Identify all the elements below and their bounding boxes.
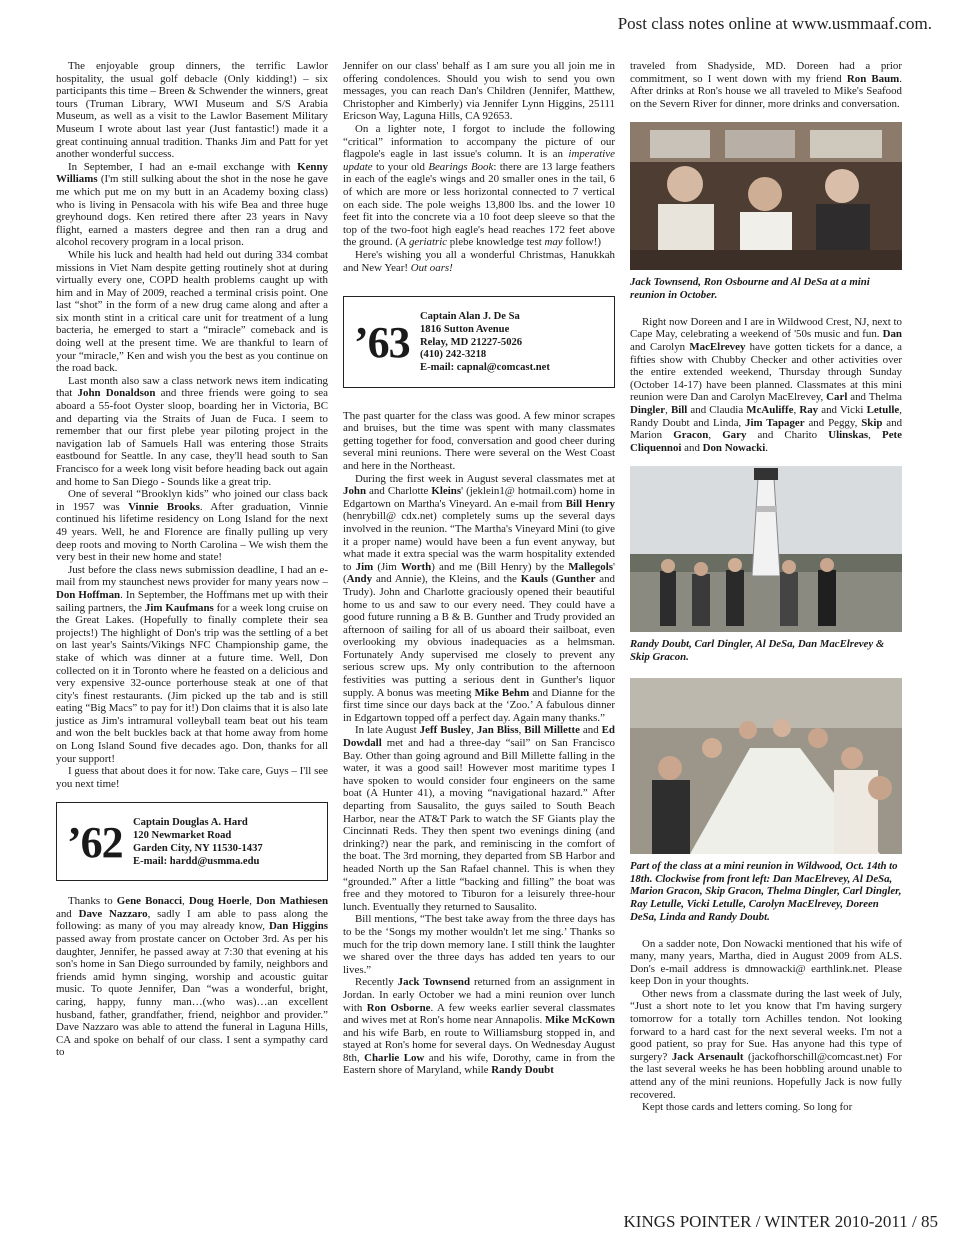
column-1	[56, 60, 328, 1059]
class-year: ’62	[67, 817, 123, 867]
paragraph: Jennifer on our class' behalf as I am sure you all join me in offering condolences. Should you wish to send you own messages, you can reach Dan's Children (Jennifer, Matthew, Christopher and Kimberly) via Jennifer Lynn Higgins, 25111 Ericson Way, Laguna Hills, CA 92653.	[343, 60, 615, 123]
paragraph: I guess that about does it for now. Take care, Guys – I'll see you next time!	[56, 765, 328, 790]
secretary-email: E-mail: hardd@usmma.edu	[133, 855, 260, 867]
secretary-address	[420, 311, 550, 375]
paragraph: Just before the class news submission deadline, I had an e-mail from my staunchest news provider for many years now – Don Hoffman. In September, the Hoffmans met up with their sailing partners, the Jim Kaufmans for a week long cruise on the Great Lakes. (Hopefully to finally complete their sea projects!) The highlight of Don's trip was the settling of a bet on last year's Saints/Vikings NFC Championship game, the stake of which was dinner at a future time. Well, Don collected on it in Toronto where he feasted on a delicious and very expensive 32-ounce porterhouse steak at one of that city's finest restaurants. (Jim picked up the tab and is still eating “Big Macs” to pay for it!) Don claims that it is also late justice as Jim's intramural volleyball team beat out his team and won the belt buckles back at that home away from home on Long Island Sound five decades ago. Don, thanks for all your support!	[56, 563, 329, 765]
column-2	[343, 60, 615, 1077]
paragraph: Kept those cards and letters coming. So long for	[642, 1101, 853, 1114]
page-footer: KINGS POINTER / WINTER 2010-2011 / 85	[623, 1212, 938, 1231]
paragraph: traveled from Shadyside, MD. Doreen had a prior commitment, so I went down with my friend Ron Baum. After drinks at Ron's house we all traveled to Mike's Seafood on the Severn River for dinner, more drinks and conversation.	[630, 60, 902, 110]
paragraph: In late August Jeff Busley, Jan Bliss, Bill Millette and Ed Dowdall met and had a three-day “sail” on San Francisco Bay. Other than going aground and Bill Millette falling in the water, it was a good sail! However most maritime types I have spoken to would consider four engineers on the same boat (A Hunter 41), a moving “navigational hazard.” After departing from Sausalito, the guys sailed to South Beach Harbor, near the AT&T Park to watch the SF Giants play the Cincinnati Reds. They then spent two evenings dining (and drinking?) near the park, and reminiscing in the comfort of the boat. The 3rd morning, they departed from SB Harbor and headed North up the San Rafael channel. This is when they “grounded.” After a little “backing and filling” the boat was free and they motored to Tiburon for a leisurely three-hour lunch. Eventually they returned to Sausalito.	[343, 724, 615, 913]
photo-dinner-image	[630, 678, 902, 854]
secretary-name: Captain Alan J. De Sa	[420, 311, 520, 323]
photo-restaurant-three-men	[630, 122, 902, 270]
secretary-email: E-mail: capnal@comcast.net	[420, 361, 550, 373]
class-year: ’63	[354, 317, 410, 367]
secretary-phone: (410) 242-3218	[420, 349, 487, 361]
column-3	[630, 60, 902, 1114]
photo-lighthouse-group	[630, 466, 902, 632]
photo-restaurant-image	[630, 122, 902, 270]
paragraph: The past quarter for the class was good. A few minor scrapes and bruises, but the time was spent with many classmates getting together for food, conversation and good cheer during several mini reunions. There were several on the West Coast and here in the Northeast.	[343, 409, 615, 472]
class-62-signature-box	[56, 802, 328, 881]
secretary-name: Captain Douglas A. Hard	[133, 817, 248, 829]
paragraph: One of several “Brooklyn kids” who joined our class back in 1957 was Vinnie Brooks. After graduation, Vinnie continued his lifetime residency on Long Island for the next 49 years. Well, he and Florence are finally pulling up very deep roots and moving to North Carolina – We wish them the very best in their new home and state!	[56, 488, 328, 564]
paragraph: On a lighter note, I forgot to include the following “critical” information to accompany the picture of our flagpole's eagle in last issue's column. It is an imperative update to your old Bearings Book: there are 13 large feathers in each of the eagle's wings and 20 smaller ones in the tail, 6 of which are more or less horizontal connected to 7 vertical on each side. The pole weighs 13,800 lbs. and the lower 10 feet fit into the concrete via a 10 foot deep sleeve so that the top of the two-foot high eagle's head reaches 172 feet above the ground. (A geriatric plebe knowledge test may follow!)	[343, 122, 615, 249]
paragraph: Bill mentions, “The best take away from the three days has to be the ‘Songs my mother wouldn't let me sing.’ Thanks so much for the trip down memory lane. I still think the laughter we shared over the three days has added ten years to our lives.”	[343, 913, 615, 976]
paragraph: On a sadder note, Don Nowacki mentioned that his wife of many, many years, Martha, died in August 2009 from ALS. Don's e-mail address is dmnowacki@ earthlink.net. Please keep Don in your thoughts.	[630, 937, 902, 988]
secretary-street: 1816 Sutton Avenue	[420, 323, 510, 335]
secretary-street: 120 Newmarket Road	[133, 830, 232, 842]
class-63-signature-box	[343, 296, 615, 388]
paragraph: During the first week in August several classmates met at John and Charlotte Kleins' (jeklein1@ hotmail.com) home in Edgartown on Martha's Vineyard. An e-mail from Bill Henry (henrybill@ cdx.net) completely sums up the several days involved in the reunion. “The Martha's Vineyard Mini (to give it a proper name) would have been a fun event anyway, but what made it extra special was the warm hospitality extended to Jim (Jim Worth) and me (Bill Henry) by the Mallegols' (Andy and Annie), the Kleins, and the Kauls (Gunther and Trudy). John and Charlotte graciously opened their beautiful home to us and saw to our every need. They could have a good future running a B & B. Gunther and Trudy provided an afternoon of sailing for all of us aboard their sailboat, even overlooking my obvious inadequacies as a helmsman. Fortunately Andy supervised me closely to prevent any serious screw ups. My only contribution to the afternoon festivities was putting a serious dent in Gunther's liquor supply. A bonus was meeting Mike Behm and Dianne for the first time since our days back at the ‘Zoo.’ A fabulous dinner in Edgartown topped off a perfect day. Again many thanks.”	[343, 472, 615, 724]
photo-caption: Jack Townsend, Ron Osbourne and Al DeSa at a mini reunion in October.	[630, 276, 870, 302]
paragraph: Right now Doreen and I are in Wildwood Crest, NJ, next to Cape May, celebrating a weekend of '50s music and fun. Dan and Carolyn MacElrevey have gotten tickets for a dance, a fifties show with Chubby Checker and other activities over the entire extended weekend, Thursday through Sunday (October 14-17) have been planned. Classmates at this mini reunion were Dan and Carolyn MacElrevey, Carl and Thelma Dingler, Bill and Claudia McAuliffe, Ray and Vicki Letulle, Randy Doubt and Linda, Jim Tapager and Peggy, Skip and Marion Gracon, Gary and Charito Ulinskas, Pete Cliquennoi and Don Nowacki.	[630, 315, 903, 454]
photo-caption: Part of the class at a mini reunion in Wildwood, Oct. 14th to 18th. Clockwise from front left: Dan MacElrevey, Al DeSa, Marion Gracon, Skip Gracon, Thelma Dingler, Carl Dingler, Ray Letulle, Vicki Letulle, Carolyn MacElrevey, Doreen DeSa, Linda and Randy Doubt.	[630, 859, 902, 923]
paragraph: Other news from a classmate during the last week of July, “Just a short note to let you know that I'm having surgery tomorrow for a totally torn Achilles tendon. Not looking forward to a hard cast for the next several weeks. I'm not a good patient, so pray for Sue. Has anyone had this type of surgery? Jack Arsenault (jackofhorschill@comcast.net) For the last several weeks he has been hobbling around unable to attend any of the mini reunions. Hopefully Jack is now fully recovered.	[630, 987, 902, 1101]
secretary-city: Relay, MD 21227-5026	[420, 336, 523, 348]
header-note: Post class notes online at www.usmmaaf.com.	[617, 14, 932, 33]
secretary-city: Garden City, NY 11530-1437	[133, 842, 263, 854]
paragraph: Thanks to Gene Bonacci, Doug Hoerle, Don Mathiesen and Dave Nazzaro, sadly I am able to pass along the following: as many of you may already know, Dan Higgins passed away from prostate cancer on October 3rd. As per his daughter, Jennifer, he passed away at 7:30 that evening at his son's home in San Diego surrounded by family, neighbors and friends amid hymn singing, worship and acoustic guitar music. To quote Jennifer, Dan “was a wonderful, bright, caring, happy, funny man…(who was)…an excellent husband, father, grandfather, friend, neighbor and provider.” Dave Nazzaro was able to attend the funeral in Laguna Hills, CA and spoke on behalf of our class. I sent a sympathy card to	[56, 895, 329, 1059]
paragraph: The enjoyable group dinners, the terrific Lawlor hospitality, the usual golf debacle (Only kidding!) – six participants this time – Breen & Schwender the winners, great tours (Truman Library, WWI Museum and S/S Arabia Museum, as well as a visit to the Lawlor Basement Military Museum I wrote about last year (Just fantastic!) made it a great continuing annual tradition. Thanks Jim and Patt for yet another wonderful success.	[56, 60, 328, 161]
photo-caption: Randy Doubt, Carl Dingler, Al DeSa, Dan MacElrevey & Skip Gracon.	[630, 638, 885, 664]
photo-dinner-table	[630, 678, 902, 854]
paragraph: Recently Jack Townsend returned from an assignment in Jordan. In early October we had a mini reunion over lunch with Ron Osborne. A few weeks earlier several classmates and wives met at Ron's home near Annapolis. Mike McKown and his wife Barb, en route to Williamsburg stopped in, and stayed at Ron's home for several days. On Wednesday August 8th, Charlie Low and his wife, Dorothy, came in from the Eastern shore of Maryland, while Randy Doubt	[343, 976, 615, 1077]
paragraph: In September, I had an e-mail exchange with Kenny Williams (I'm still sulking about the shot in the nose he gave me which put me on my butt in an Academy boxing class) who is living in Pensacola with his wife Bea and three huge greyhound dogs. Ken retired there after 23 years in Navy flight, earned a masters degree and then ran a drug and alcohol recovery program in a local prison.	[56, 160, 328, 249]
paragraph: Last month also saw a class network news item indicating that John Donaldson and three friends were going to sea aboard a 55-foot Oyster sloop, boarding her in Victoria, BC and departing via the Straits of Juan de Fuca. I seem to remember that our first plebe year piloting project in the navigation lab of Samuels Hall was entering those Straits eastbound for Seattle. In any case, they'll head south to San Francisco for a week long visit before heading back out again and home to San Diego - Sounds like a great trip.	[56, 374, 328, 488]
photo-lighthouse-image	[630, 466, 902, 632]
paragraph: Here's wishing you all a wonderful Christmas, Hanukkah and New Year! Out oars!	[343, 248, 615, 274]
paragraph: While his luck and health had held out during 334 combat missions in Viet Nam despite getting routinely shot at during virtually every one, COPD health problems caught up with him and in May of 2009, reached a terminal crisis point. One last “shot” in the form of a new drug came along and after a six month stint in a critical care unit for treatment of a lung bacteria, he emerged to start a “miracle” comeback and is doing well at the present time. We are thankful to learn of your “miracle,” Ken and wish you the best as you continue on the road back.	[56, 248, 328, 375]
secretary-address	[133, 817, 263, 868]
